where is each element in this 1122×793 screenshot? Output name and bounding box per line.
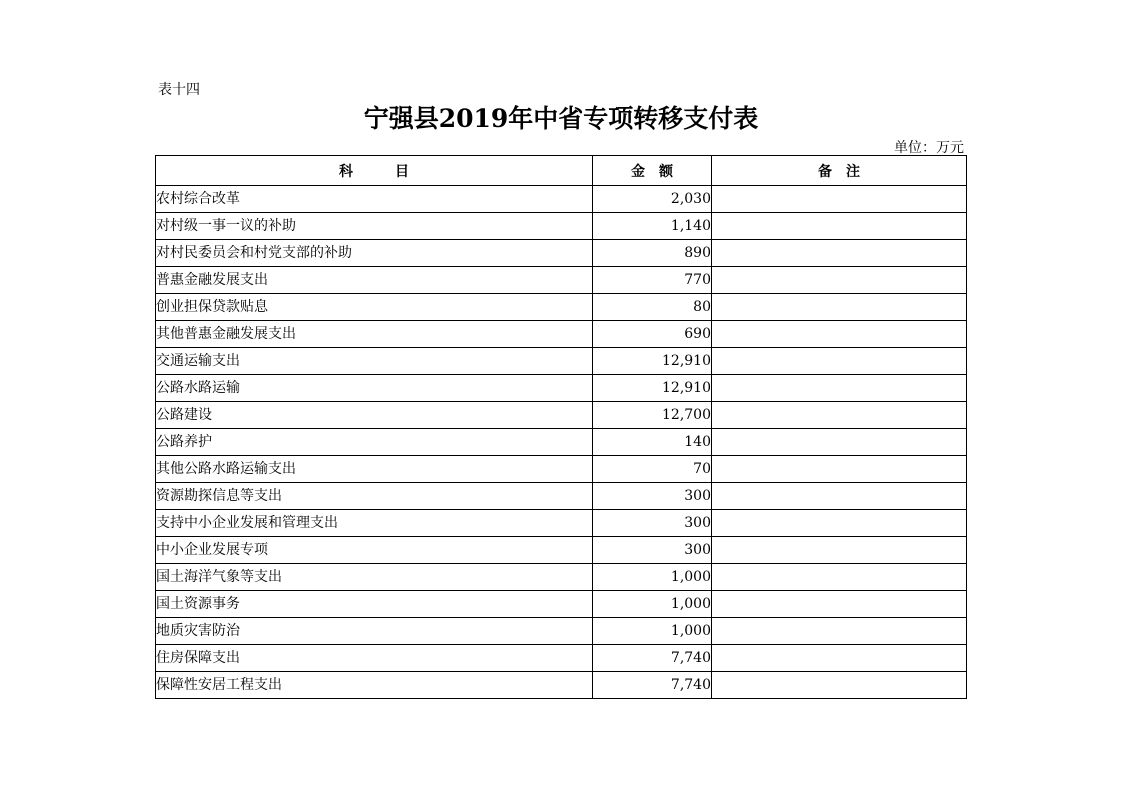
row-amount: 7,740 [593,645,712,672]
table-row [156,510,967,537]
row-subject: 对村民委员会和村党支部的补助 [156,240,593,267]
table-row [156,564,967,591]
row-remark [712,510,967,537]
row-amount: 1,140 [593,213,712,240]
row-amount: 12,910 [593,375,712,402]
row-remark [712,240,967,267]
row-remark [712,186,967,213]
subject-column-header: 科 目 [156,156,593,186]
table-row [156,294,967,321]
row-remark [712,645,967,672]
table-row [156,672,967,699]
row-subject: 公路水路运输 [156,375,593,402]
row-remark [712,321,967,348]
row-remark [712,429,967,456]
table-row [156,240,967,267]
table-number-label: 表十四 [158,82,200,98]
row-subject: 公路建设 [156,402,593,429]
row-subject: 农村综合改革 [156,186,593,213]
row-subject: 国土海洋气象等支出 [156,564,593,591]
table-row [156,456,967,483]
table-row [156,267,967,294]
remark-column-header: 备 注 [712,156,967,186]
row-amount: 12,700 [593,402,712,429]
row-amount: 12,910 [593,348,712,375]
row-subject: 创业担保贷款贴息 [156,294,593,321]
row-remark [712,537,967,564]
row-subject: 其他普惠金融发展支出 [156,321,593,348]
row-amount: 2,030 [593,186,712,213]
row-amount: 300 [593,510,712,537]
table-row [156,591,967,618]
table-row [156,537,967,564]
row-subject: 国土资源事务 [156,591,593,618]
table-row [156,348,967,375]
row-amount: 300 [593,537,712,564]
row-subject: 其他公路水路运输支出 [156,456,593,483]
row-remark [712,672,967,699]
row-subject: 中小企业发展专项 [156,537,593,564]
row-remark [712,348,967,375]
row-amount: 890 [593,240,712,267]
row-amount: 1,000 [593,591,712,618]
row-remark [712,213,967,240]
row-subject: 资源勘探信息等支出 [156,483,593,510]
row-amount: 140 [593,429,712,456]
row-subject: 保障性安居工程支出 [156,672,593,699]
row-subject: 交通运输支出 [156,348,593,375]
row-remark [712,618,967,645]
row-subject: 公路养护 [156,429,593,456]
table-header-row [156,156,967,186]
row-remark [712,564,967,591]
row-amount: 770 [593,267,712,294]
row-remark [712,294,967,321]
row-amount: 690 [593,321,712,348]
row-amount: 80 [593,294,712,321]
amount-column-header: 金 额 [593,156,712,186]
row-subject: 支持中小企业发展和管理支出 [156,510,593,537]
row-remark [712,456,967,483]
row-subject: 住房保障支出 [156,645,593,672]
row-amount: 1,000 [593,618,712,645]
unit-note: 单位：万元 [894,140,964,156]
page-title: 宁强县2019年中省专项转移支付表 [363,104,759,133]
table-row [156,213,967,240]
table-row [156,402,967,429]
table-body [156,186,967,699]
table-row [156,645,967,672]
row-subject: 对村级一事一议的补助 [156,213,593,240]
row-subject: 地质灾害防治 [156,618,593,645]
row-remark [712,375,967,402]
row-subject: 普惠金融发展支出 [156,267,593,294]
table-row [156,429,967,456]
transfer-payment-table [155,155,967,699]
row-amount: 70 [593,456,712,483]
table-row [156,483,967,510]
row-amount: 300 [593,483,712,510]
row-remark [712,591,967,618]
table-row [156,321,967,348]
table-row [156,186,967,213]
row-amount: 7,740 [593,672,712,699]
row-remark [712,267,967,294]
table-row [156,618,967,645]
row-remark [712,483,967,510]
row-amount: 1,000 [593,564,712,591]
row-remark [712,402,967,429]
table-row [156,375,967,402]
